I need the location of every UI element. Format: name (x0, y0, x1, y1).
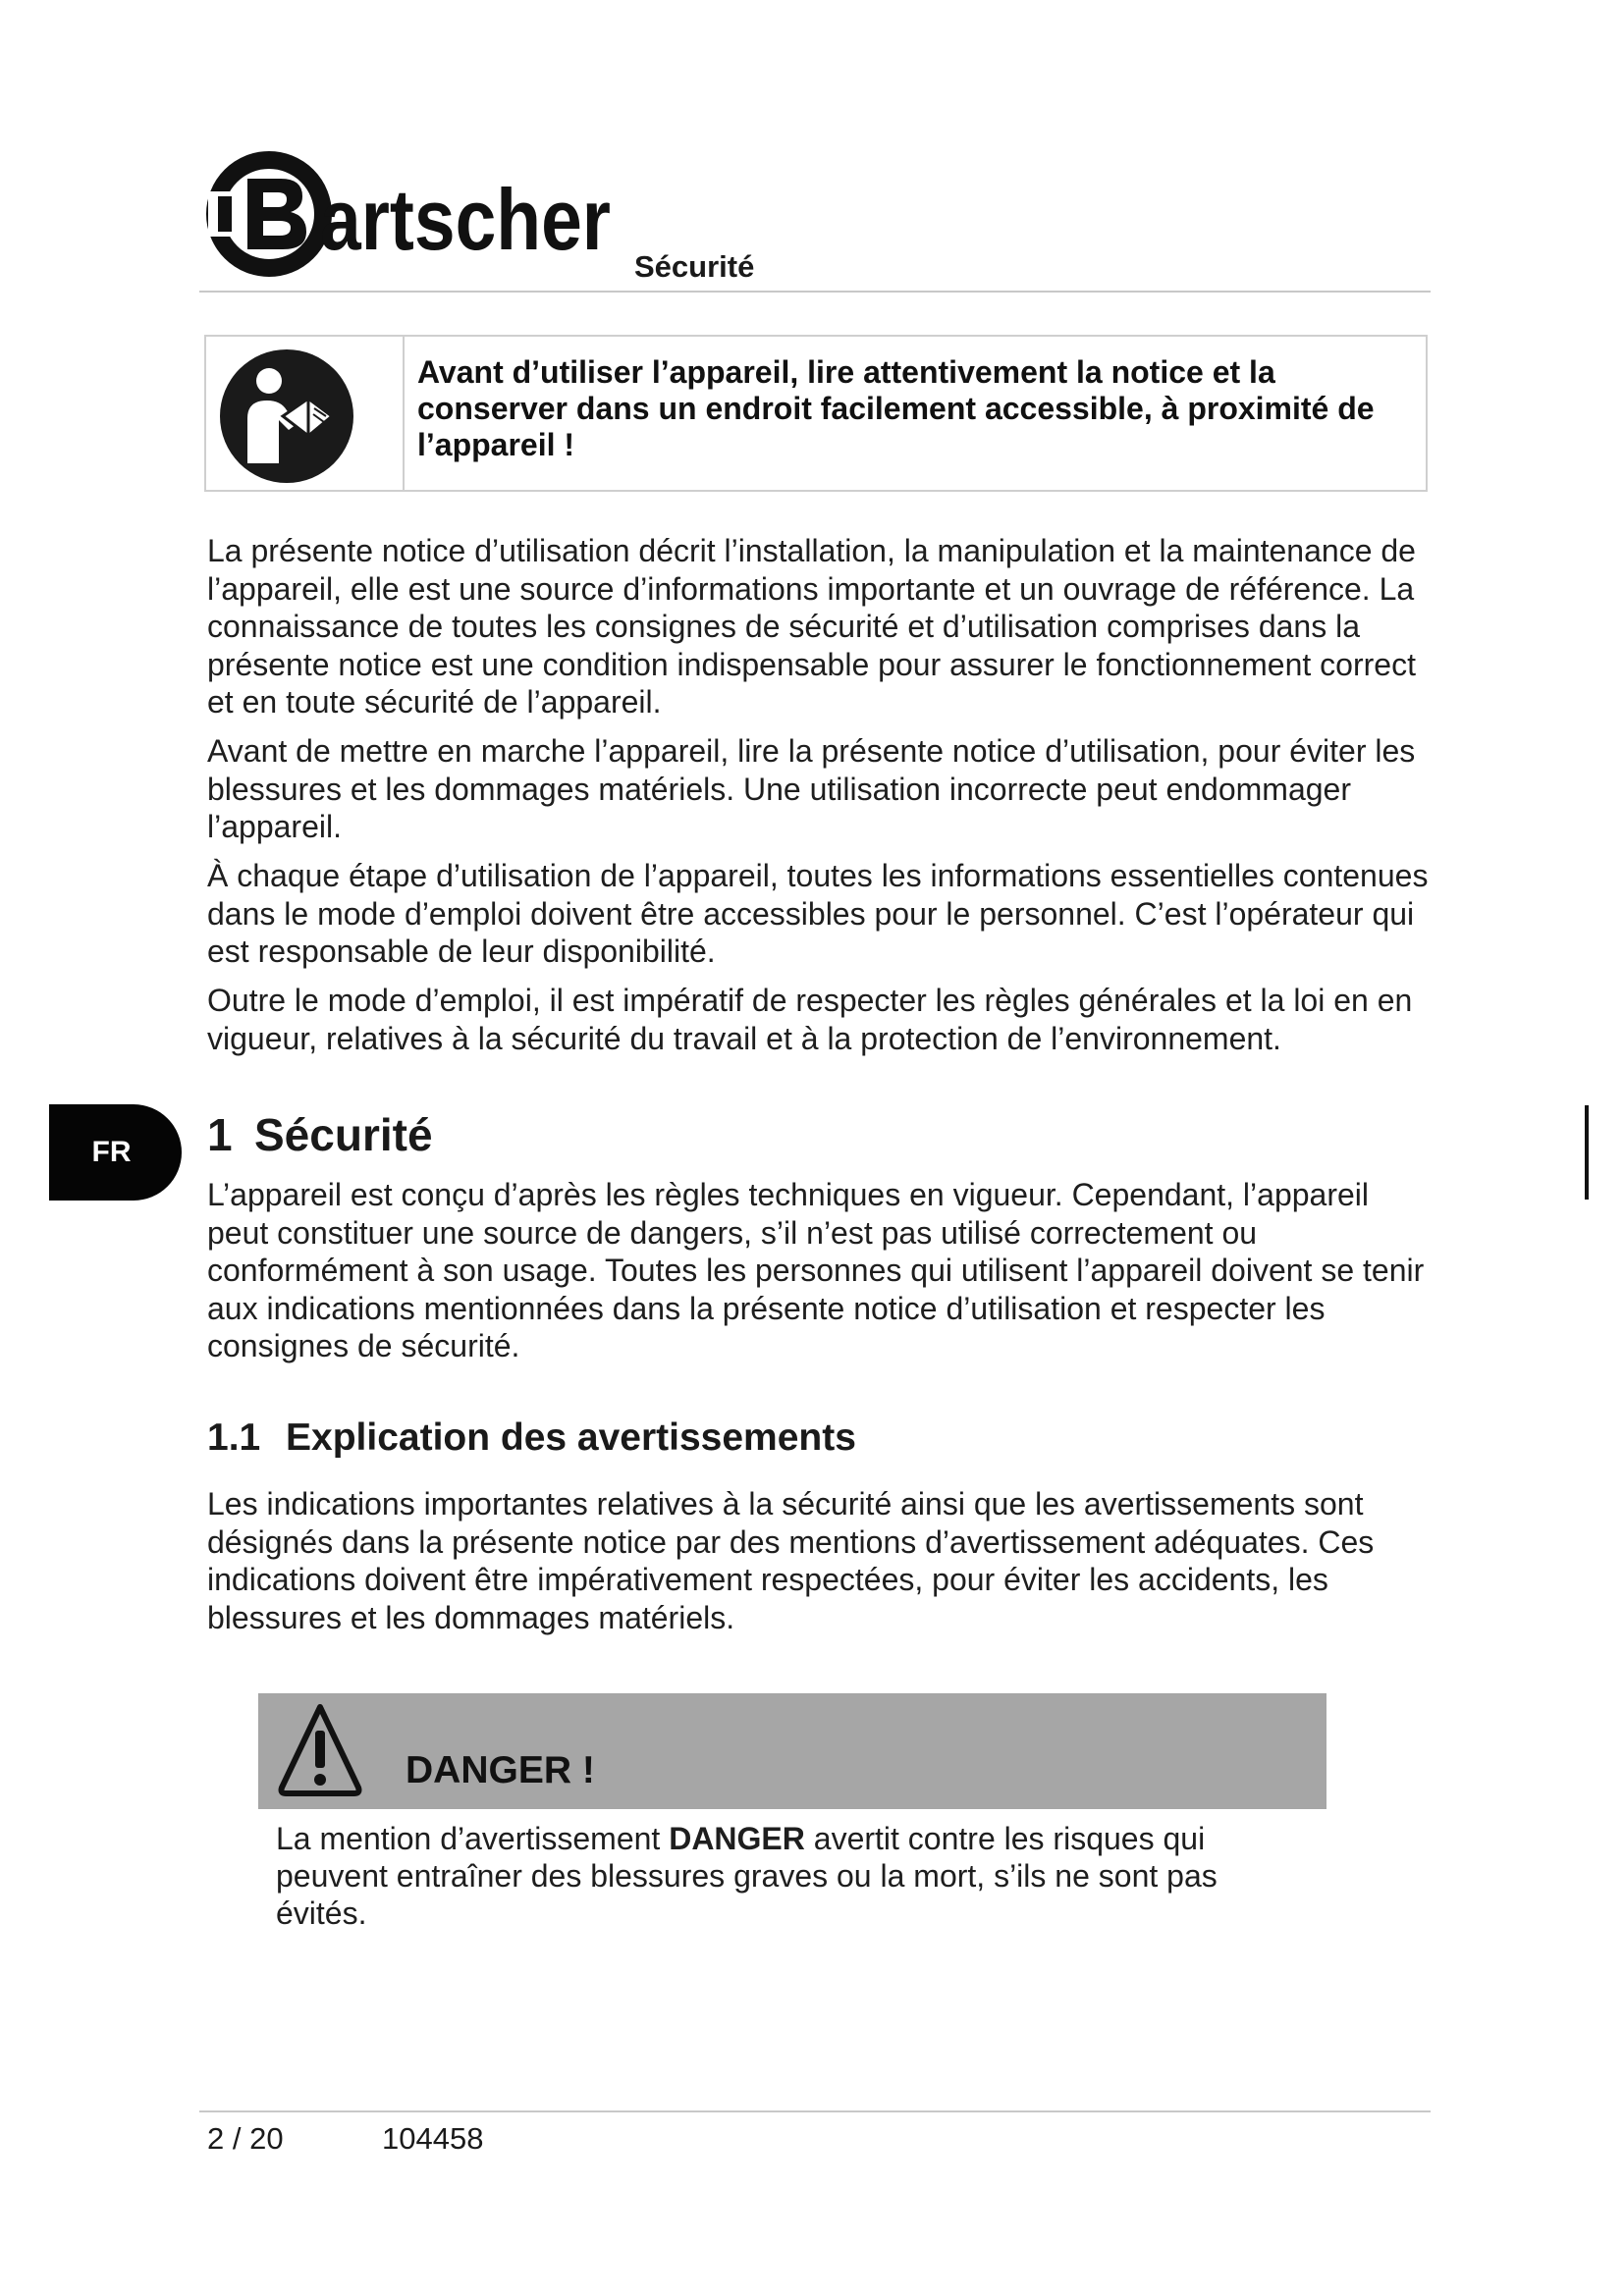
danger-text-after: avertit contre les risques qui peuvent entraîner des blessures graves ou la mort, s’ils ne sont pas évités. (276, 1821, 1218, 1931)
section-1-1-number: 1.1 (207, 1416, 261, 1459)
page-number: 2 / 20 (207, 2121, 284, 2156)
intro-paragraph-3: À chaque étape d’utilisation de l’appareil, toutes les informations essentielles contenues dans le mode d’emploi doivent être accessibles pour le personnel. C’est l’opérateur qui est responsable de leur disponibilité. (207, 858, 1429, 969)
danger-banner (258, 1693, 1326, 1809)
danger-keyword: DANGER (669, 1821, 805, 1856)
intro-paragraph-4: Outre le mode d’emploi, il est impératif de respecter les règles générales et la loi en en vigueur, relatives à la sécurité du travail et à la protection de l’environnement. (207, 983, 1413, 1056)
document-number: 104458 (382, 2121, 484, 2156)
danger-label: DANGER ! (406, 1749, 595, 1791)
section-1-1-heading (207, 1415, 856, 1461)
section-1-1-text: Les indications importantes relatives à la sécurité ainsi que les avertissements sont désignés dans la présente notice par des mentions d’avertissement adéquates. Ces indications doivent être impérativement respectées, pour éviter les accidents, les blessures et les dommages matériels. (207, 1486, 1375, 1635)
margin-marker (1585, 1105, 1589, 1200)
header-section-title: Sécurité (634, 249, 755, 284)
notice-divider (403, 337, 405, 490)
read-manual-notice (204, 335, 1428, 492)
section-1-title: Sécurité (254, 1109, 433, 1160)
svg-text:artscher: artscher (320, 171, 611, 268)
language-tab: FR (49, 1104, 182, 1201)
section-1-heading (207, 1109, 433, 1160)
danger-text-before: La mention d’avertissement (276, 1821, 670, 1856)
section-1-text: L’appareil est conçu d’après les règles techniques en vigueur. Cependant, l’appareil peut constituer une source de dangers, s’il n’est pas utilisé correctement ou conformément à son usage. Toutes les personnes qui utilisent l’appareil doivent se tenir aux indications mentionnées dans la présente notice d’utilisation et respecter les consignes de sécurité. (207, 1177, 1425, 1363)
notice-text: Avant d’utiliser l’appareil, lire attentivement la notice et la conserver dans un endroit facilement accessible, à proximité de l’appareil ! (417, 354, 1375, 462)
intro-paragraph-2: Avant de mettre en marche l’appareil, lire la présente notice d’utilisation, pour éviter les blessures et les dommages matériels. Une utilisation incorrecte peut endommager l’appareil. (207, 733, 1416, 844)
footer-divider (199, 2110, 1431, 2112)
danger-description (276, 1820, 1307, 1932)
warning-triangle-icon (278, 1701, 362, 1799)
bartscher-logo (204, 145, 617, 283)
section-1-1-title: Explication des avertissements (286, 1416, 856, 1459)
read-manual-icon (218, 347, 355, 485)
header-divider (199, 291, 1431, 293)
section-1-number: 1 (207, 1109, 233, 1160)
intro-paragraph-1: La présente notice d’utilisation décrit l’installation, la manipulation et la maintenance de l’appareil, elle est une source d’informations importante et un ouvrage de référence. La connaissance de toutes les consignes de sécurité et d’utilisation comprises dans la présente notice est une condition indispensable pour assurer le fonctionnement correct et en toute sécurité de l’appareil. (207, 533, 1416, 720)
